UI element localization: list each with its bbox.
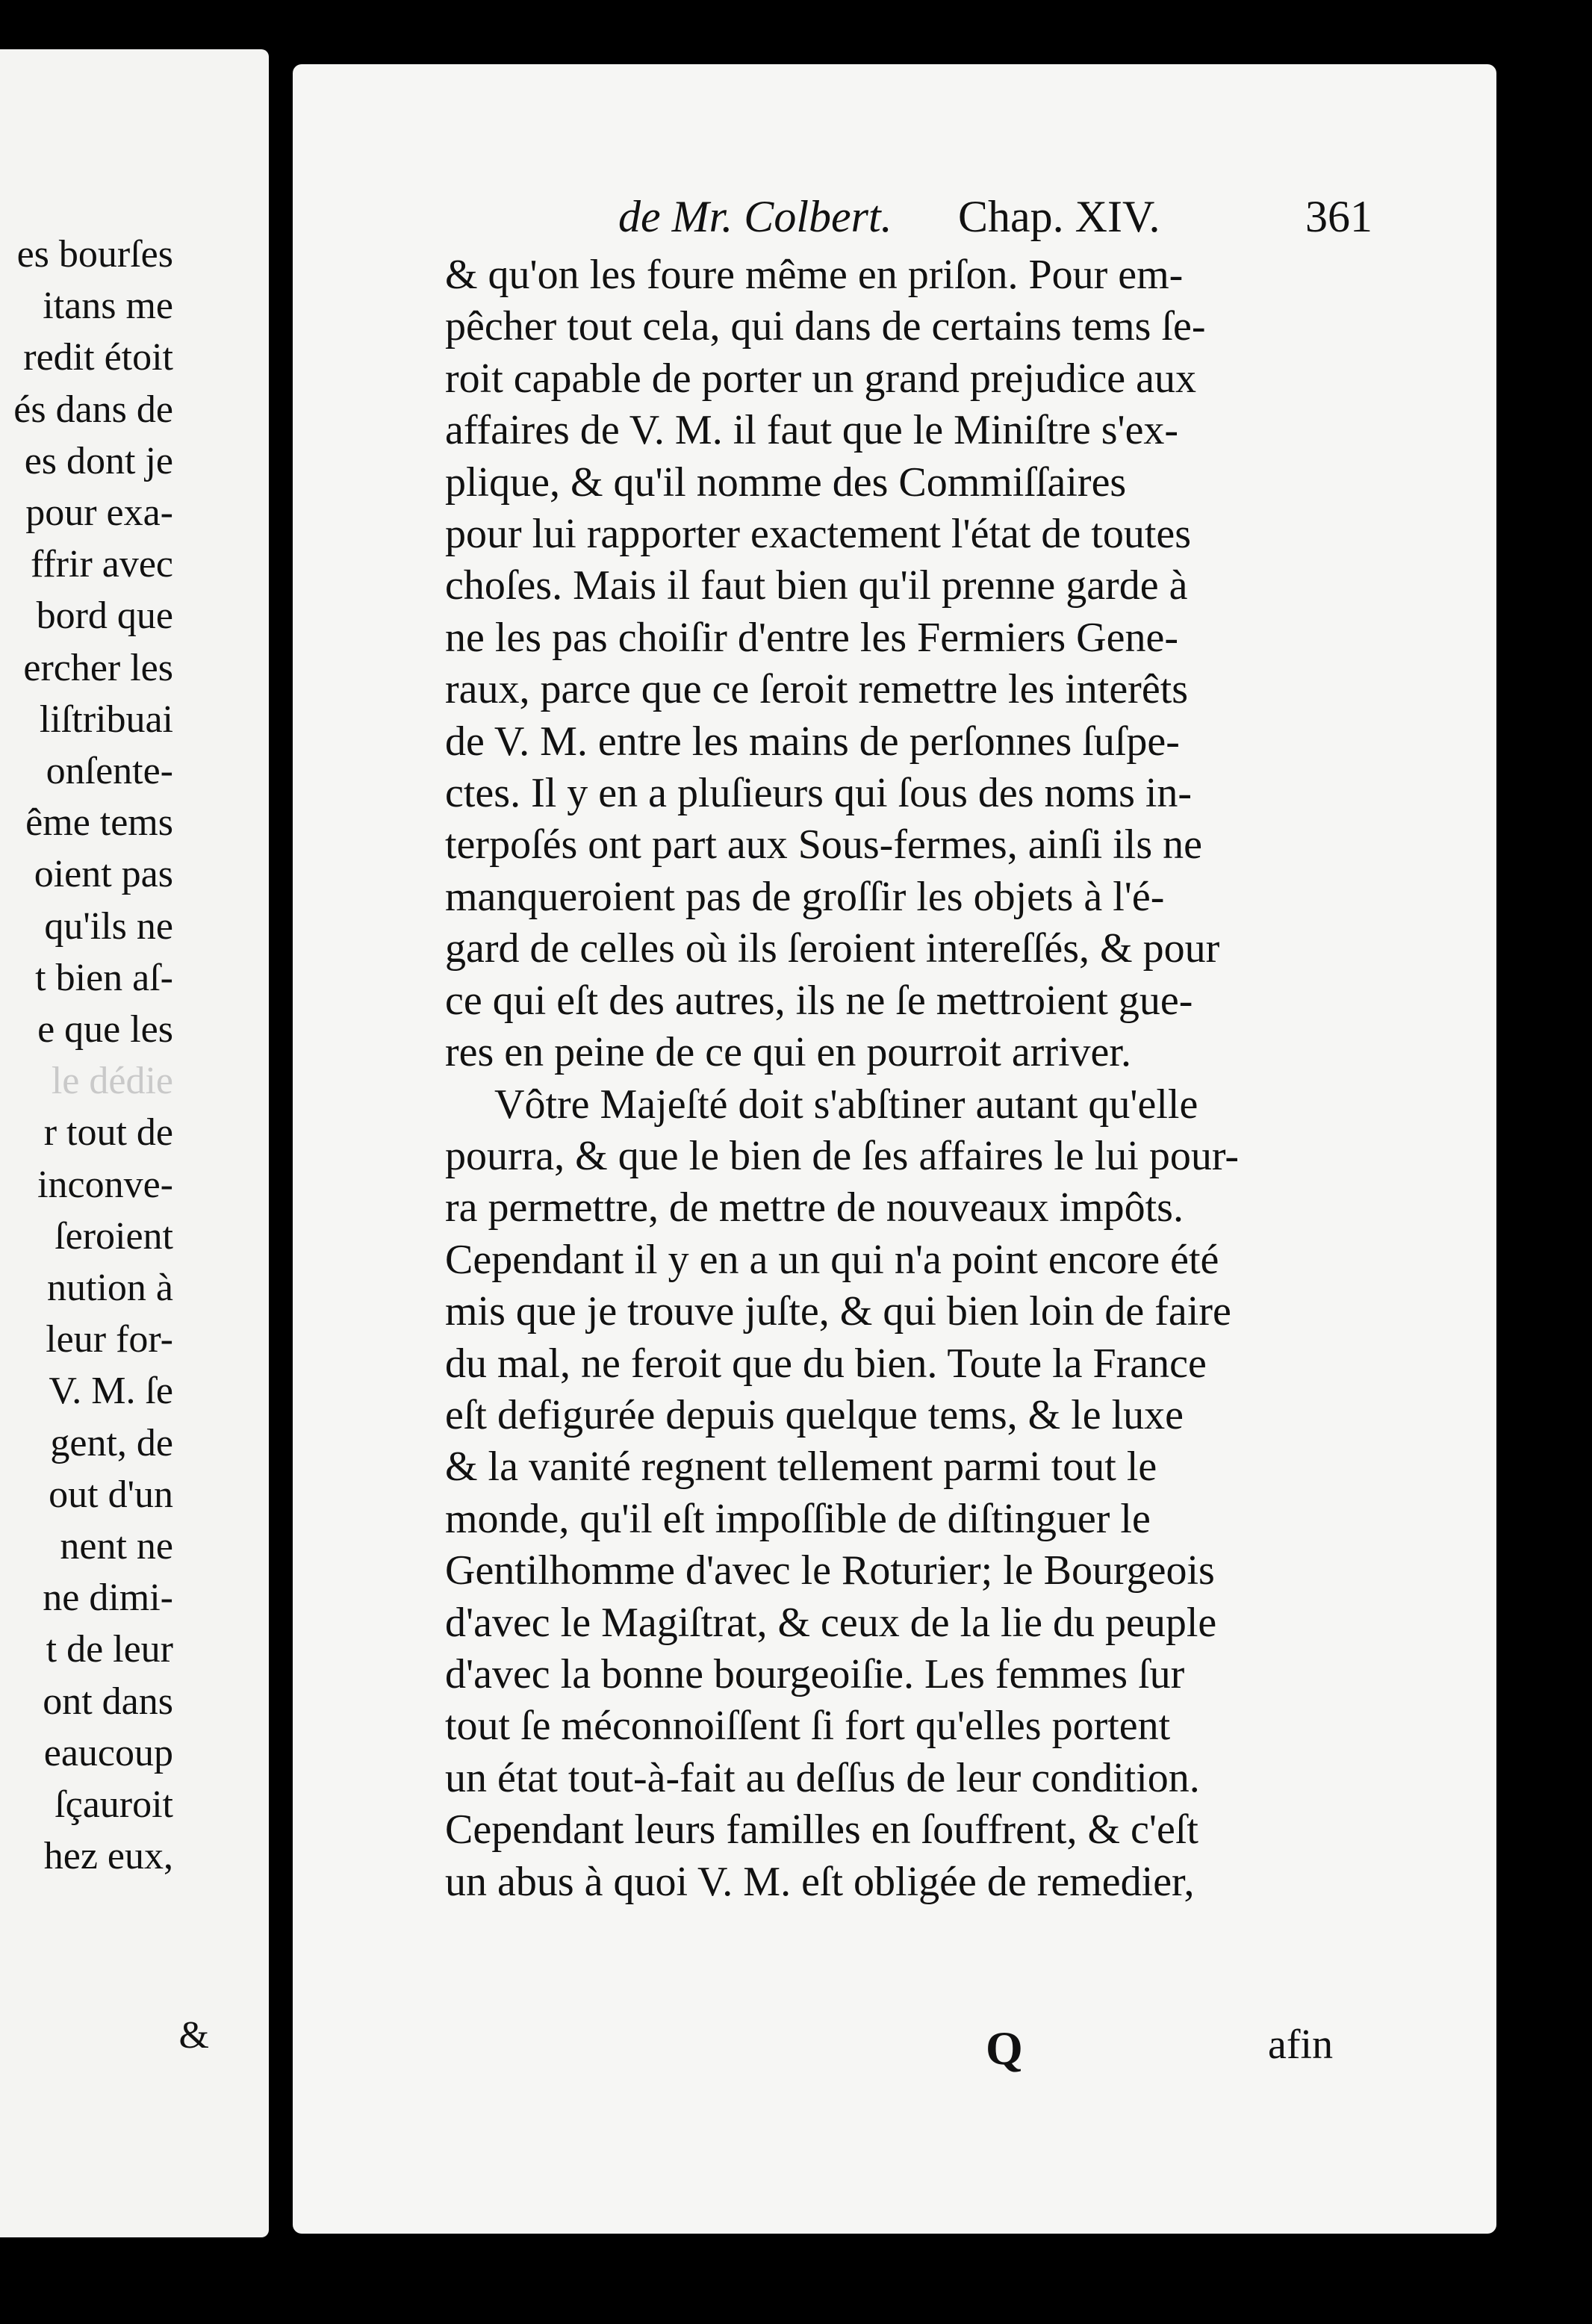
book-page-right bbox=[293, 64, 1496, 2234]
text-line: ême tems bbox=[25, 801, 173, 845]
signature-mark: Q bbox=[986, 2022, 1023, 2075]
text-line: ercher les bbox=[23, 646, 173, 689]
text-line: t bien aſ- bbox=[35, 956, 173, 999]
text-line: eſt defigurée depuis quelque tems, & le luxe bbox=[445, 1391, 1184, 1438]
text-line: ſeroient bbox=[55, 1214, 173, 1258]
paragraph-start-line: Vôtre Majeſté doit s'abſtiner autant qu'elle bbox=[494, 1081, 1198, 1128]
text-line: pour lui rapporter exactement l'état de toutes bbox=[445, 511, 1192, 558]
text-line: e que les bbox=[37, 1008, 173, 1051]
text-line: ſçauroit bbox=[55, 1783, 173, 1827]
text-line: pourra, & que le bien de ſes affaires le lui pour- bbox=[445, 1132, 1240, 1179]
text-line: du mal, ne feroit que du bien. Toute la France bbox=[445, 1340, 1207, 1387]
text-line: Cependant il y en a un qui n'a point encore été bbox=[445, 1236, 1219, 1283]
text-line: oient pas bbox=[34, 853, 173, 896]
text-line: r tout de bbox=[43, 1111, 173, 1155]
text-line: es dont je bbox=[24, 439, 173, 482]
text-line: tout ſe méconnoiſſent ſi fort qu'elles portent bbox=[445, 1703, 1171, 1750]
page-body bbox=[445, 249, 1476, 1908]
text-line: t de leur bbox=[46, 1628, 173, 1671]
catchword: afin bbox=[1268, 2022, 1334, 2068]
text-line: itans me bbox=[43, 285, 173, 328]
text-line: bord que bbox=[36, 594, 173, 638]
text-line: redit étoit bbox=[23, 336, 173, 379]
text-line: out d'un bbox=[49, 1473, 173, 1516]
text-line: gent, de bbox=[50, 1421, 173, 1464]
text-line: plique, & qu'il nomme des Commiſſaires bbox=[445, 459, 1127, 506]
text-line: eaucoup bbox=[43, 1731, 173, 1774]
text-line: V. M. ſe bbox=[49, 1370, 173, 1413]
text-line: monde, qu'il eſt impoſſible de diſtinguer le bbox=[445, 1495, 1151, 1542]
text-line: d'avec le Magiſtrat, & ceux de la lie du peuple bbox=[445, 1599, 1217, 1646]
text-line: ra permettre, de mettre de nouveaux impôts. bbox=[445, 1184, 1184, 1231]
text-line: nution à bbox=[47, 1267, 173, 1310]
text-line: & qu'on les foure même en priſon. Pour em- bbox=[445, 252, 1184, 298]
text-line: d'avec la bonne bourgeoiſie. Les femmes ſur bbox=[445, 1650, 1185, 1697]
text-line: roit capable de porter un grand prejudice aux bbox=[445, 355, 1197, 402]
text-line: ce qui eſt des autres, ils ne ſe mettroient gue- bbox=[445, 977, 1193, 1024]
text-line: nent ne bbox=[60, 1525, 173, 1568]
page-number: 361 bbox=[1305, 192, 1372, 241]
text-line: choſes. Mais il faut bien qu'il prenne garde à bbox=[445, 562, 1188, 609]
text-line: & la vanité regnent tellement parmi tout le bbox=[445, 1444, 1157, 1491]
text-line: leur for- bbox=[46, 1318, 173, 1361]
text-line: és dans de bbox=[13, 388, 173, 431]
text-line: terpoſés ont part aux Sous-fermes, ainſi ils ne bbox=[445, 821, 1202, 869]
text-line: onſente- bbox=[46, 750, 173, 793]
text-line: ne les pas choiſir d'entre les Fermiers Gene- bbox=[445, 614, 1178, 661]
text-line: ctes. Il y en a pluſieurs qui ſous des noms in- bbox=[445, 770, 1193, 817]
text-line: res en peine de ce qui en pourroit arriver. bbox=[445, 1029, 1131, 1076]
text-line: es bourſes bbox=[16, 233, 173, 276]
facing-page-left bbox=[0, 49, 269, 2237]
text-line: liſtribuai bbox=[39, 697, 173, 741]
text-line: hez eux, bbox=[43, 1835, 173, 1878]
text-line: ont dans bbox=[43, 1680, 173, 1723]
text-line: affaires de V. M. il faut que le Miniſtre s'ex- bbox=[445, 407, 1179, 454]
chapter-heading: Chap. XIV. bbox=[958, 192, 1160, 241]
running-title: de Mr. Colbert. bbox=[618, 192, 892, 241]
text-line: ne dimi- bbox=[43, 1576, 173, 1620]
text-line: gard de celles où ils ſeroient intereſſés, & pour bbox=[445, 925, 1220, 972]
page-header bbox=[618, 191, 1440, 251]
catchword: & bbox=[178, 2014, 209, 2057]
text-line: Cependant leurs familles en ſouffrent, & c'eſt bbox=[445, 1806, 1198, 1854]
text-line: de V. M. entre les mains de perſonnes ſuſpe- bbox=[445, 718, 1180, 765]
show-through-line: le dédie bbox=[51, 1060, 173, 1103]
text-line: manqueroient pas de groſſir les objets à l'é- bbox=[445, 873, 1165, 920]
text-line: raux, parce que ce ſeroit remettre les interêts bbox=[445, 666, 1189, 713]
text-line: pour exa- bbox=[25, 491, 173, 535]
text-line: ffrir avec bbox=[30, 543, 173, 586]
text-line: mis que je trouve juſte, & qui bien loin de faire bbox=[445, 1288, 1231, 1335]
text-line: un abus à quoi V. M. eſt obligée de remedier, bbox=[445, 1858, 1195, 1905]
facing-page-text bbox=[0, 229, 173, 1883]
text-line: pêcher tout cela, qui dans de certains tems ſe- bbox=[445, 303, 1206, 350]
text-line: inconve- bbox=[37, 1163, 173, 1206]
text-line: Gentilhomme d'avec le Roturier; le Bourgeois bbox=[445, 1547, 1215, 1594]
text-line: qu'ils ne bbox=[44, 904, 173, 948]
text-line: un état tout-à-fait au deſſus de leur condition. bbox=[445, 1754, 1200, 1801]
